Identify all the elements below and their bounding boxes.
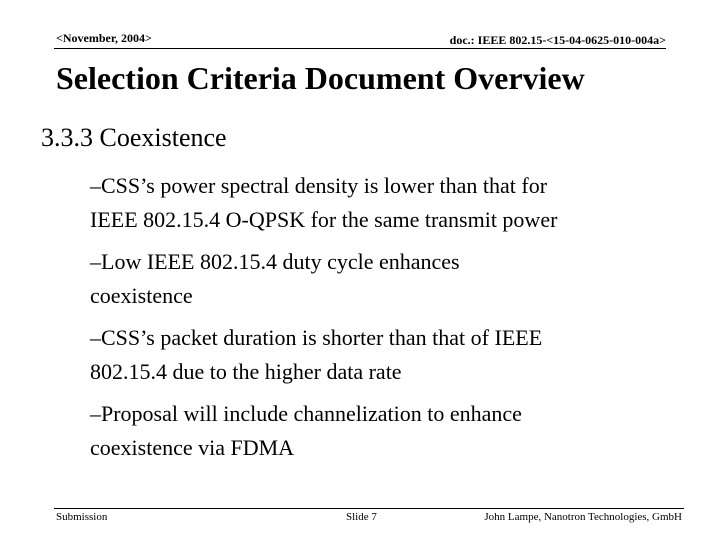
- bullet-text-line: 802.15.4 due to the higher data rate: [90, 359, 402, 384]
- bullet-item: [90, 245, 700, 313]
- footer-divider: [54, 508, 684, 509]
- bullet-item: [90, 169, 700, 237]
- bullet-text-line: –Proposal will include channelization to enhance: [90, 401, 522, 426]
- header-doc-id: doc.: IEEE 802.15-<15-04-0625-010-004a>: [449, 33, 666, 47]
- bullet-text-line: coexistence via FDMA: [90, 435, 295, 460]
- bullet-text-line: IEEE 802.15.4 O-QPSK for the same transmit power: [90, 207, 558, 232]
- header-divider: [54, 48, 666, 49]
- slide-number: Slide 7: [346, 511, 377, 523]
- footer-author: John Lampe, Nanotron Technologies, GmbH: [484, 511, 682, 523]
- bullet-item: [90, 397, 700, 465]
- bullet-text-line: –Low IEEE 802.15.4 duty cycle enhances: [90, 249, 460, 274]
- slide-title: Selection Criteria Document Overview: [56, 60, 585, 96]
- section-heading: 3.3.3 Coexistence: [41, 123, 227, 152]
- bullet-list: [90, 169, 700, 473]
- bullet-text-line: –CSS’s power spectral density is lower than that for: [90, 173, 548, 198]
- bullet-item: [90, 321, 700, 389]
- header-date: <November, 2004>: [56, 31, 152, 45]
- footer-submission: Submission: [56, 511, 108, 523]
- bullet-text-line: coexistence: [90, 283, 193, 308]
- bullet-text-line: –CSS’s packet duration is shorter than that of IEEE: [90, 325, 543, 350]
